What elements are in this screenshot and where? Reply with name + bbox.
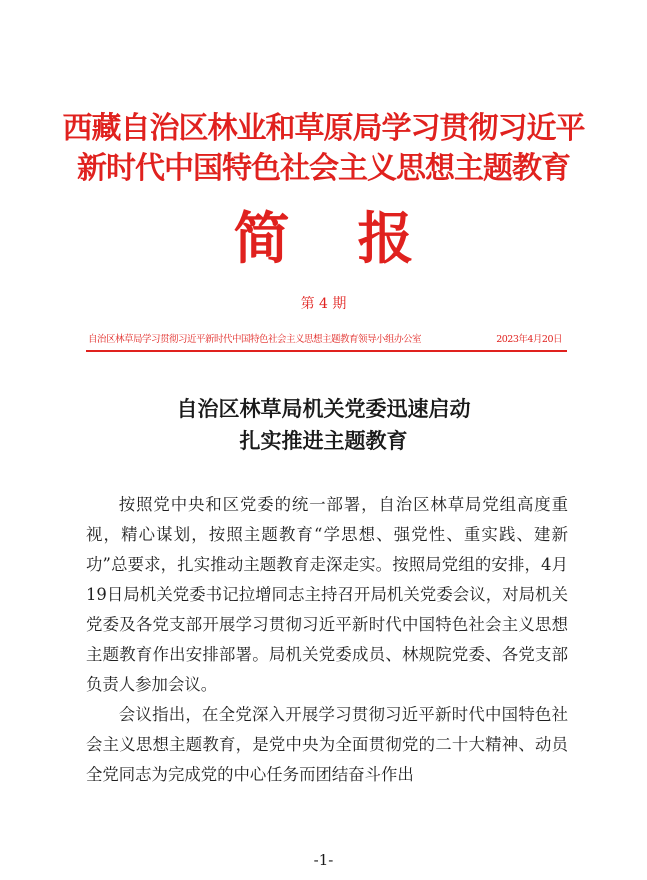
article-body: [86, 490, 568, 790]
header-title-line-2: 新时代中国特色社会主义思想主题教育: [77, 151, 570, 186]
issuer-org: 自治区林草局学习贯彻习近平新时代中国特色社会主义思想主题教育领导小组办公室: [88, 334, 422, 345]
red-divider: [86, 350, 567, 352]
bulletin-char-1: 简: [233, 206, 290, 272]
article-title-line-2: 扎实推进主题教育: [239, 428, 408, 453]
article-title-line-1: 自治区林草局机关党委迅速启动: [176, 396, 471, 421]
bulletin-name: [0, 204, 647, 274]
issue-number: 第 4 期: [300, 296, 347, 312]
paragraph-2: 会议指出，在全党深入开展学习贯彻习近平新时代中国特色社会主义思想主题教育，是党中央为全面贯彻党的二十大精神、动员全党同志为完成党的中心任务而团结奋斗作出: [86, 705, 568, 784]
header-title-line-1: 西藏自治区林业和草原局学习贯彻习近平: [62, 111, 585, 146]
page-number: -1-: [313, 851, 334, 869]
paragraph-1: 按照党中央和区党委的统一部署，自治区林草局党组高度重视，精心谋划，按照主题教育“学思想、强党性、重实践、建新功”总要求，扎实推动主题教育走深走实。按照局党组的安排，4月19日局机关党委书记拉增同志主持召开局机关党委会议，对局机关党委及各党支部开展学习贯彻习近平新时代中国特色社会主义思想主题教育作出安排部署。局机关党委成员、林规院党委、各党支部负责人参加会议。: [86, 495, 568, 694]
issue-date: 2023年4月20日: [496, 334, 562, 345]
bulletin-char-2: 报: [357, 206, 414, 272]
